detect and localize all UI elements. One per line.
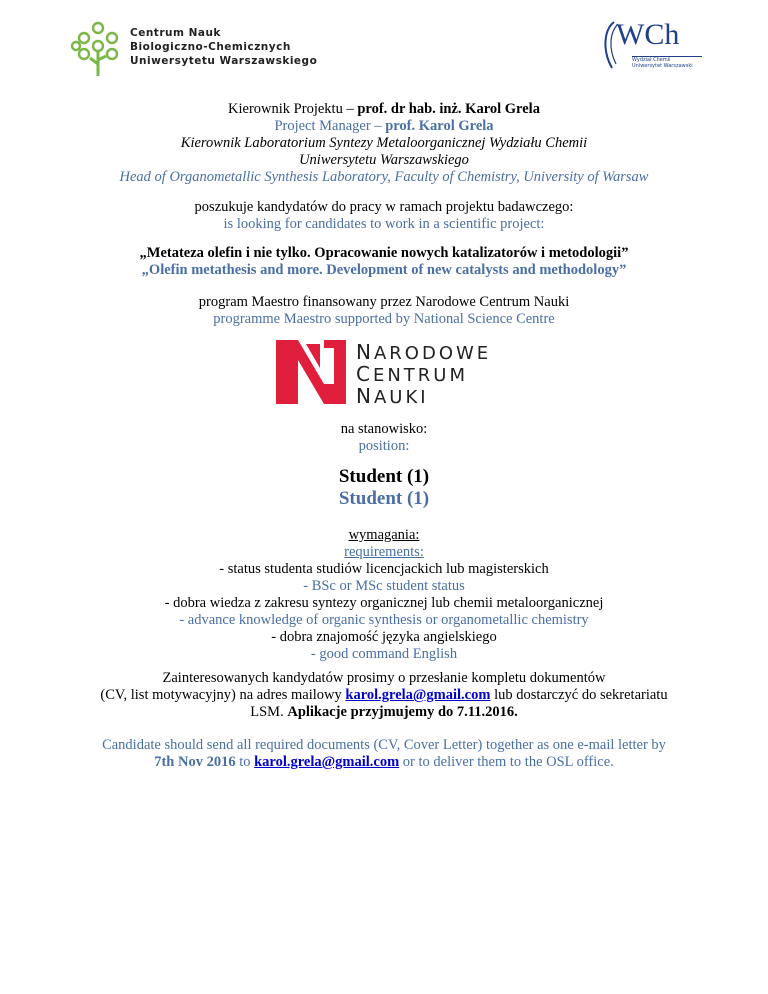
requirement-en: - good command English (310, 646, 458, 662)
apply-en-block (0, 737, 768, 771)
requirements-label-pl: wymagania: (348, 527, 420, 543)
apply-pl-lsm: LSM. (250, 704, 288, 720)
logo-line-3: Uniwersytetu Warszawskiego (130, 55, 318, 67)
program-pl: program Maestro finansowany przez Narodowe Centrum Nauki (198, 294, 570, 310)
lab-en: Head of Organometallic Synthesis Laboratory, Faculty of Chemistry, University of Warsaw (119, 169, 649, 185)
apply-en-text-a: to (235, 754, 255, 770)
wch-sub-1: Wydział Chemii (632, 57, 671, 63)
project-block (0, 245, 768, 279)
manager-block (0, 101, 768, 186)
program-block (0, 294, 768, 328)
wch-sub-2: Uniwersytet Warszawski (632, 63, 693, 69)
manager-pl-prefix: Kierownik Projektu – (228, 101, 358, 117)
apply-pl-block (0, 670, 768, 721)
apply-en-text-b: or to deliver them to the OSL office. (399, 754, 614, 770)
position-label-en: position: (358, 438, 410, 454)
requirements-label-en: requirements: (344, 544, 424, 560)
position-title-pl: Student (1) (338, 466, 430, 487)
requirement-pl: - status studenta studiów licencjackich lub magisterskich (219, 561, 549, 577)
looking-block (0, 199, 768, 233)
looking-en: is looking for candidates to work in a scientific project: (223, 216, 545, 232)
apply-en-line-2 (0, 754, 768, 771)
ncn-line-1: NARODOWE (356, 340, 492, 364)
manager-pl (0, 101, 768, 118)
manager-en-prefix: Project Manager – (274, 118, 386, 134)
ncn-emblem-icon (276, 340, 346, 404)
apply-pl-line-1: Zainteresowanych kandydatów prosimy o przesłanie kompletu dokumentów (162, 670, 606, 686)
ncn-line-3: NAUKI (356, 384, 429, 408)
position-label-pl: na stanowisko: (340, 421, 428, 437)
email-link-pl[interactable]: karol.grela@gmail.com (345, 687, 491, 703)
hexagon-molecule-icon (70, 20, 126, 80)
position-title-block (0, 466, 768, 510)
email-link-en[interactable]: karol.grela@gmail.com (254, 754, 400, 770)
project-pl: „Metateza olefin i nie tylko. Opracowanie nowych katalizatorów i metodologii” (139, 245, 629, 261)
apply-pl-line-2 (0, 687, 768, 704)
looking-pl: poszukuje kandydatów do pracy w ramach projektu badawczego: (194, 199, 574, 215)
requirement-en: - BSc or MSc student status (303, 578, 465, 594)
ncn-line-2: CENTRUM (356, 362, 469, 386)
lab-pl-1: Kierownik Laboratorium Syntezy Metaloorganicznej Wydziału Chemii (180, 135, 588, 151)
apply-en-line-1: Candidate should send all required documents (CV, Cover Letter) together as one e-mail letter by (102, 737, 666, 753)
apply-en-date: 7th Nov 2016 (154, 754, 236, 770)
manager-en-name: prof. Karol Grela (385, 118, 494, 134)
requirement-pl: - dobra znajomość języka angielskiego (271, 629, 497, 645)
position-label-block (0, 421, 768, 455)
wch-logo (596, 18, 706, 78)
wch-title: WCh (616, 18, 680, 51)
program-en: programme Maestro supported by National Science Centre (213, 311, 555, 327)
manager-pl-name: prof. dr hab. inż. Karol Grela (357, 101, 540, 117)
apply-pl-line-3 (0, 704, 768, 721)
requirement-en: - advance knowledge of organic synthesis or organometallic chemistry (179, 612, 589, 628)
requirements-block (0, 527, 768, 663)
manager-en (0, 118, 768, 135)
logo-line-1: Centrum Nauk (130, 27, 221, 39)
apply-pl-text-b: lub dostarczyć do sekretariatu (490, 687, 668, 703)
position-title-en: Student (1) (338, 488, 430, 509)
apply-pl-text-a: (CV, list motywacyjny) na adres mailowy (100, 687, 346, 703)
logo-line-2: Biologiczno-Chemicznych (130, 41, 291, 53)
project-en: „Olefin metathesis and more. Development of new catalysts and methodology” (141, 262, 627, 278)
ncn-logo (276, 340, 496, 408)
requirement-pl: - dobra wiedza z zakresu syntezy organicznej lub chemii metaloorganicznej (164, 595, 604, 611)
lab-pl-2: Uniwersytetu Warszawskiego (299, 152, 469, 168)
apply-pl-deadline: Aplikacje przyjmujemy do 7.11.2016. (287, 704, 518, 720)
cnbch-logo (70, 20, 330, 80)
